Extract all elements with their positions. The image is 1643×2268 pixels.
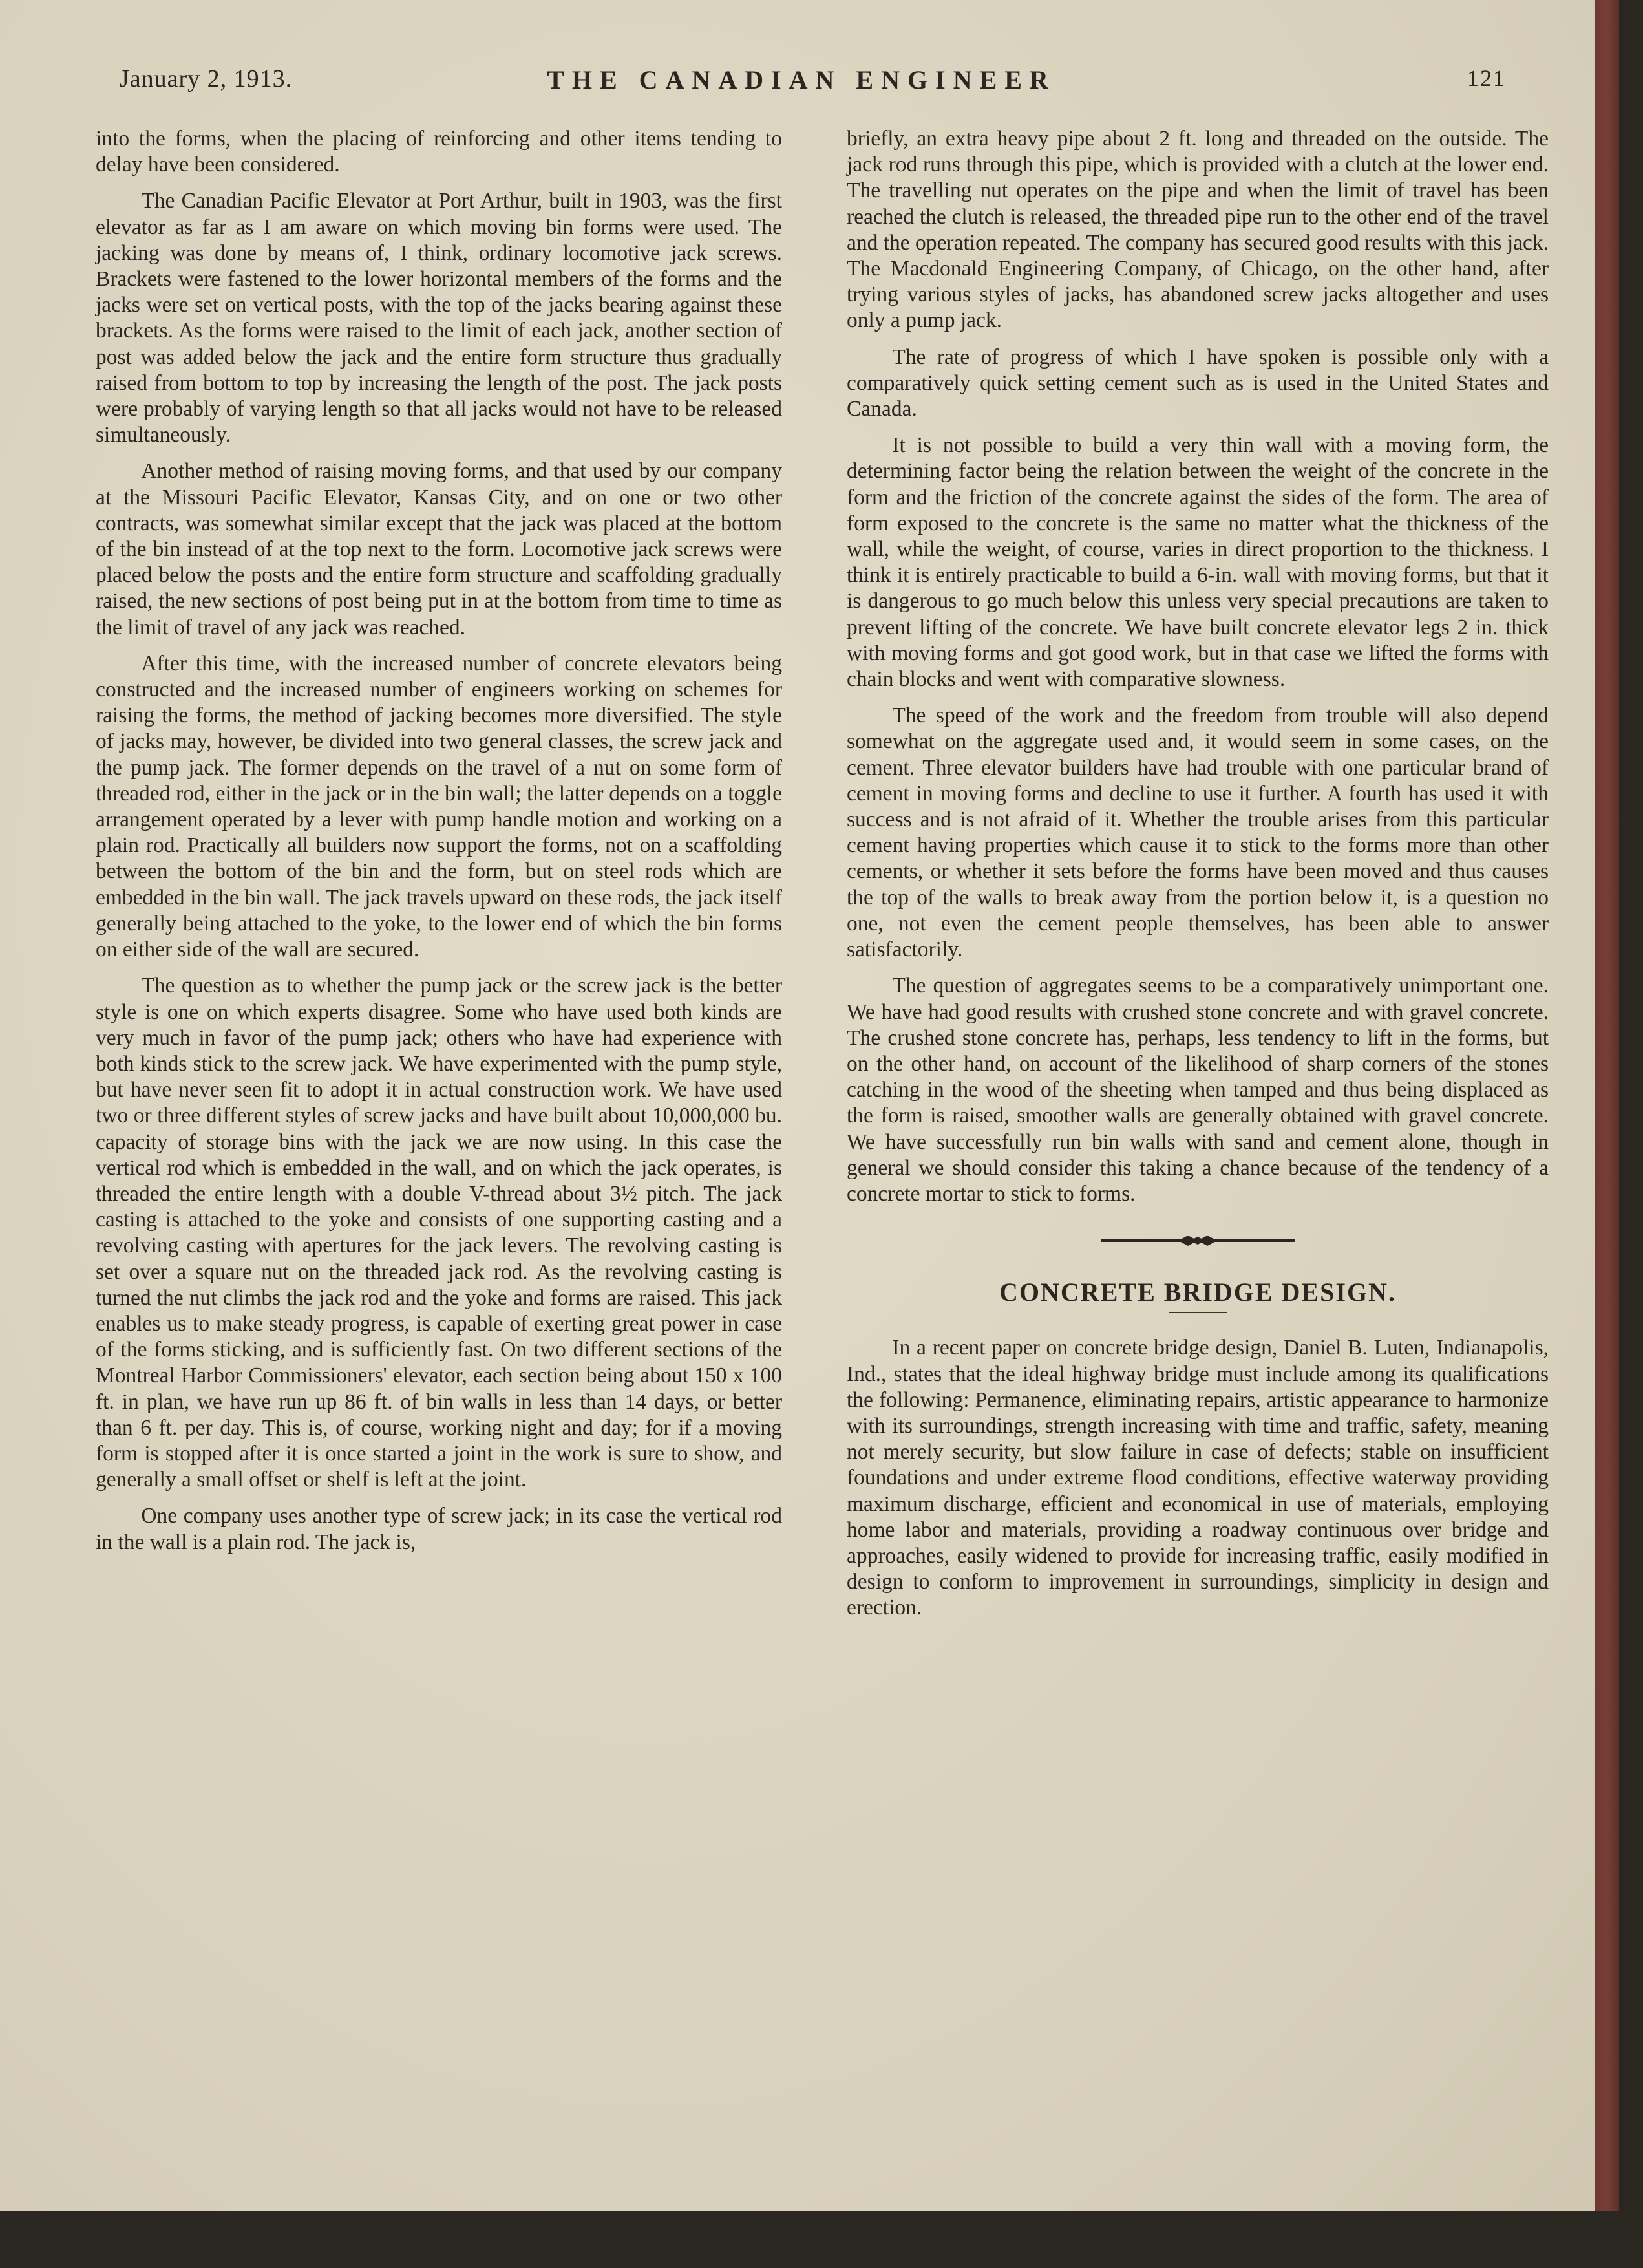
left-column (96, 126, 782, 1566)
paragraph: briefly, an extra heavy pipe about 2 ft. long and threaded on the outside. The jack rod runs through this pipe, which is provided with a clutch at the lower end. The travelling nut operates on the pipe and when the limit of travel has been reached the clutch is released, the threaded pipe run to the other end of the travel and the operation repeated. The company has secured good results with this jack. The Macdonald Engineering Company, of Chicago, on the other hand, after trying various styles of jacks, has abandoned screw jacks altogether and uses only a pump jack. (847, 127, 1549, 333)
paragraph: The Canadian Pacific Elevator at Port Arthur, built in 1903, was the first elevator as far as I am aware on which moving bin forms were used. The jacking was done by means of, I think, ordinary locomotive jack screws. Brackets were fastened to the lower horizontal members of the forms and the jacks were set on vertical posts, with the top of the jacks bearing against these brackets. As the forms were raised to the limit of each jack, another section of post was added below the jack and the entire form structure thus gradually raised from bottom to top by increasing the length of the post. The jack posts were probably of varying length so that all jacks would not have to be released simultaneously. (96, 189, 782, 447)
issue-date: January 2, 1913. (120, 65, 293, 92)
page-number: 121 (1467, 65, 1506, 91)
paragraph: The rate of progress of which I have spoken is possible only with a comparatively quick setting cement such as is used in the United States and Canada. (847, 345, 1549, 422)
paragraph: into the forms, when the placing of reinforcing and other items tending to delay have been considered. (96, 127, 782, 177)
section-title: CONCRETE BRIDGE DESIGN. (999, 1278, 1396, 1307)
paragraph: In a recent paper on concrete bridge design, Daniel B. Luten, Indianapolis, Ind., states that the ideal highway bridge must include among its qualifications the following: Permanence, eliminating repairs, artistic appearance to harmonize with its surroundings, strength increasing with time and traffic, safety, meaning not merely security, but slow failure in case of defects; stable on insufficient foundations and under extreme flood conditions, effective waterway providing maximum discharge, efficient and economical in use of materials, employing home labor and materials, providing a roadway continuous over bridge and approaches, easily widened to provide for increasing traffic, easily modified in design to conform to improvement in surroundings, simplicity in design and erection. (847, 1336, 1549, 1620)
section-divider-ornament (1101, 1233, 1295, 1248)
right-column (847, 126, 1549, 1632)
paragraph: The question of aggregates seems to be a comparatively unimportant one. We have had good results with crushed stone concrete and with gravel concrete. The crushed stone concrete has, perhaps, less tendency to lift in the forms, but on the other hand, on account of the likelihood of sharp corners of the stones catching in the wood of the sheeting when tamped and thus being displaced as the form is raised, smoother walls are generally obtained with gravel concrete. We have successfully run bin walls with sand and cement alone, though in general we should consider this taking a chance because of the tendency of a concrete mortar to stick to forms. (847, 974, 1549, 1206)
paragraph: Another method of raising moving forms, and that used by our company at the Missouri Pacific Elevator, Kansas City, and on one or two other contracts, was somewhat similar except that the jack was placed at the bottom of the bin instead of at the top next to the form. Locomotive jack screws were placed below the posts and the entire form structure and scaffolding gradually raised, the new sections of post being put in at the bottom from time to time as the limit of travel of any jack was reached. (96, 459, 782, 639)
page-edge (1595, 0, 1619, 2211)
paragraph: The speed of the work and the freedom from trouble will also depend somewhat on the aggregate used and, it would seem in some cases, on the cement. Three elevator builders have had trouble with one particular brand of cement in moving forms and decline to use it further. A fourth has used it with success and is not afraid of it. Whether the trouble arises from this particular cement having properties which cause it to stick to the forms more than other cements, or whether it sets before the forms have been moved and thus causes the top of the walls to break away from the portion below it, is a question no one, not even the cement people themselves, has been able to answer satisfactorily. (847, 703, 1549, 962)
running-header (97, 65, 1506, 103)
paragraph: The question as to whether the pump jack or the screw jack is the better style is one on which experts disagree. Some who have used both kinds are very much in favor of the pump jack; others who have had experience with both kinds stick to the screw jack. We have experimented with the pump style, but have never seen fit to adopt it in actual construction work. We have used two or three different styles of screw jacks and have built about 10,000,000 bu. capacity of storage bins with the jack we are now using. In this case the vertical rod which is embedded in the wall, and on which the jack operates, is threaded the entire length with a double V-thread about 3½ pitch. The jack casting is attached to the yoke and consists of one supporting casting and a revolving casting with apertures for the jack levers. The revolving casting is set over a square nut on the threaded jack rod. As the revolving casting is turned the nut climbs the jack rod and the yoke and forms are raised. This jack enables us to make steady progress, is capable of exerting great power in case of the forms sticking, and is sufficiently fast. On two different sections of the Montreal Harbor Commissioners' elevator, each section being about 150 x 100 ft. in plan, we have run up 86 ft. of bin walls in less than 14 days, or better than 6 ft. per day. This is, of course, working night and day; for if a moving form is stopped after it is once started a joint in the work is sure to show, and generally a small offset or shelf is left at the joint. (96, 974, 782, 1492)
paragraph: It is not possible to build a very thin wall with a moving form, the determining factor being the relation between the weight of the concrete in the form and the friction of the concrete against the sides of the form. The area of form exposed to the concrete is the same no matter what the thickness of the wall, while the weight, of course, varies in direct proportion to the thickness. I think it is entirely practicable to build a 6-in. wall with moving forms, but that it is dangerous to go much below this unless very special precautions are taken to prevent lifting of the concrete. We have built concrete elevator legs 2 in. thick with moving forms and got good work, but in that case we lifted the forms with chain blocks and went with comparative slowness. (847, 433, 1549, 692)
journal-title: THE CANADIAN ENGINEER (547, 65, 1056, 94)
title-rule (1169, 1312, 1227, 1313)
paragraph: One company uses another type of screw jack; in its case the vertical rod in the wall is a plain rod. The jack is, (96, 1504, 782, 1554)
paragraph: After this time, with the increased number of concrete elevators being constructed and the increased number of engineers working on schemes for raising the forms, the method of jacking becomes more diversified. The style of jacks may, however, be divided into two general classes, the screw jack and the pump jack. The former depends on the travel of a nut on some form of threaded rod, either in the jack or in the bin wall; the latter depends on a toggle arrangement operated by a lever with pump handle motion and working on a plain rod. Practically all builders now support the forms, not on a scaffolding between the bottom of the bin and the form, but on steel rods which are embedded in the bin wall. The jack travels upward on these rods, the jack itself generally being attached to the yoke, to the lower end of which the bin forms on either side of the wall are secured. (96, 651, 782, 962)
